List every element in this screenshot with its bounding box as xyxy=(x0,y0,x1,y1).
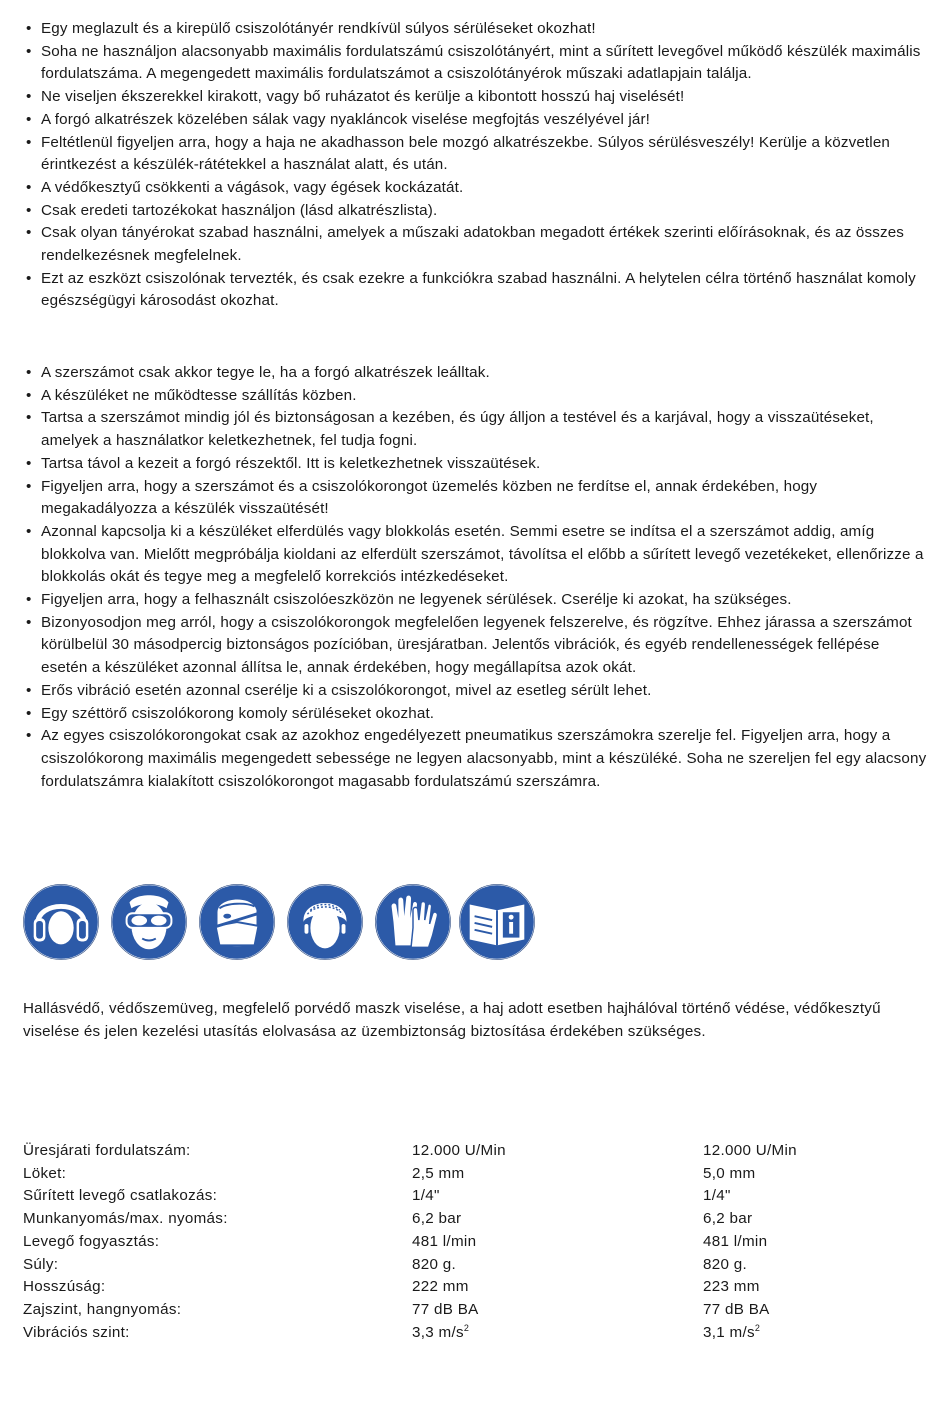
spec-value-1 xyxy=(412,1322,703,1345)
ear-protection-icon xyxy=(22,883,100,961)
spec-value-2: 6,2 bar xyxy=(703,1210,753,1228)
list-item: • Egy meglazult és a kirepülő csiszolótányér rendkívül súlyos sérüléseket okozhat! xyxy=(24,18,929,41)
list-item: • A készüléket ne működtesse szállítás közben. xyxy=(24,385,929,408)
table-row xyxy=(23,1163,923,1186)
spec-label: Súly: xyxy=(23,1255,59,1273)
ppe-note: Hallásvédő, védőszemüveg, megfelelő porvédő maszk viselése, a haj adott esetben hajhálóval történő védése, védőkesztyű viselése és jelen kezelési utasítás elolvasása az üzembiztonság biztosítása érdekében szükséges. xyxy=(23,1000,881,1040)
list-item: • Az egyes csiszolókorongokat csak az azokhoz engedélyezett pneumatikus szerszámokra szerelje fel. Figyeljen arra, hogy a csiszolókorong maximális megengedett sebessége ne legyen alacsonyabb, mint a készüléké. Soha ne szereljen fel egy alacsony fordulatszámra kialakított csiszolókorongot magasabb fordulatszámú szerszámra. xyxy=(24,725,929,793)
list-item: • Ne viseljen ékszerekkel kirakott, vagy bő ruházatot és kerülje a kibontott hosszú haj viselését! xyxy=(24,86,929,109)
table-row xyxy=(23,1299,923,1322)
technical-specs-table xyxy=(23,1140,923,1344)
dust-mask-icon xyxy=(198,883,276,961)
unit-exponent: 2 xyxy=(754,1322,761,1333)
spec-label: Üresjárati fordulatszám: xyxy=(23,1142,191,1159)
list-item: • Erős vibráció esetén azonnal cserélje ki a csiszolókorongot, mivel az esetleg sérült lehet. xyxy=(24,680,929,703)
protective-gloves-icon xyxy=(374,883,452,961)
spec-value-1: 1/4" xyxy=(412,1187,440,1205)
table-row xyxy=(23,1276,923,1299)
safety-list-operation xyxy=(24,362,929,793)
spec-label: Hosszúság: xyxy=(23,1278,106,1296)
table-row xyxy=(23,1254,923,1277)
list-item: • A védőkesztyű csökkenti a vágások, vagy égések kockázatát. xyxy=(24,177,929,200)
table-row xyxy=(23,1185,923,1208)
spec-label: Levegő fogyasztás: xyxy=(23,1232,160,1250)
spec-value-2: 5,0 mm xyxy=(703,1164,756,1182)
list-item: • Azonnal kapcsolja ki a készüléket elferdülés vagy blokkolás esetén. Semmi esetre se indítsa el a szerszámot addig, amíg blokkolva van. Mielőtt megpróbálja kioldani az elferdült szerszámot, távolítsa el előbb a sűrített levegő vezetékeket, ellenőrizze a blokkolás okát és tegye meg a megfelelő korrekciós intézkedéseket. xyxy=(24,521,929,589)
spec-value-text: 3,1 m/s xyxy=(703,1323,755,1341)
list-item: • Csak olyan tányérokat szabad használni, amelyek a műszaki adatokban megadott értékek szerinti előírásoknak, és az összes rendelkezésnek megfelelnek. xyxy=(24,222,929,267)
list-item: • Figyeljen arra, hogy a felhasznált csiszolóeszközön ne legyenek sérülések. Cserélje ki azokat, ha szükséges. xyxy=(24,589,929,612)
safety-goggles-icon xyxy=(110,883,188,961)
list-item: • Ezt az eszközt csiszolónak tervezték, és csak ezekre a funkciókra szabad használni. A helytelen célra történő használat komoly egészségügyi károsodást okozhat. xyxy=(24,268,929,313)
spec-value-1: 77 dB BA xyxy=(412,1300,479,1318)
list-item: • Egy széttörő csiszolókorong komoly sérüléseket okozhat. xyxy=(24,703,929,726)
spec-value-2: 77 dB BA xyxy=(703,1300,770,1318)
unit-exponent: 2 xyxy=(463,1322,470,1333)
spec-value-2: 223 mm xyxy=(703,1278,760,1296)
list-item: • Csak eredeti tartozékokat használjon (lásd alkatrészlista). xyxy=(24,200,929,223)
table-row xyxy=(23,1140,923,1163)
table-row xyxy=(23,1231,923,1254)
spec-value-2: 12.000 U/Min xyxy=(703,1142,797,1159)
list-item: • Tartsa a szerszámot mindig jól és biztonságosan a kezében, és úgy álljon a testével és a karjával, hogy a visszaütéseket, amelyek a használatkor keletkezhetnek, fel tudja fogni. xyxy=(24,407,929,452)
spec-value-1: 222 mm xyxy=(412,1278,469,1296)
spec-value-1: 12.000 U/Min xyxy=(412,1142,506,1159)
spec-label: Munkanyomás/max. nyomás: xyxy=(23,1210,228,1228)
list-item: • Bizonyosodjon meg arról, hogy a csiszolókorongok megfelelően legyenek felszerelve, és rögzítve. Ehhez járassa a szerszámot körülbelül 30 másodpercig biztonságos pozícióban, üresjáratban. Jelentős vibrációk, és egyéb rendellenességek fellépése esetén a készüléket azonnal állítsa le, annak érdekében, hogy megállapítsa azok okát. xyxy=(24,612,929,680)
table-row xyxy=(23,1322,923,1345)
spec-value-2: 1/4" xyxy=(703,1187,731,1205)
list-item: • Soha ne használjon alacsonyabb maximális fordulatszámú csiszolótányért, mint a sűrített levegővel működő készülék maximális fordulatszáma. A megengedett maximális fordulatszámot a csiszolótányérok műszaki adatlapjain találja. xyxy=(24,41,929,86)
list-item: • A forgó alkatrészek közelében sálak vagy nyakláncok viselése megfojtás veszélyével jár! xyxy=(24,109,929,132)
spec-value-2: 481 l/min xyxy=(703,1232,768,1250)
spec-value-2: 820 g. xyxy=(703,1255,748,1273)
hair-net-icon xyxy=(286,883,364,961)
list-item: • A szerszámot csak akkor tegye le, ha a forgó alkatrészek leálltak. xyxy=(24,362,929,385)
spec-value-1: 481 l/min xyxy=(412,1232,477,1250)
spec-value-1: 820 g. xyxy=(412,1255,457,1273)
spec-label: Vibrációs szint: xyxy=(23,1323,130,1341)
spec-value-text: 3,3 m/s xyxy=(412,1323,464,1341)
spec-label: Löket: xyxy=(23,1164,67,1182)
list-item: • Tartsa távol a kezeit a forgó részektől. Itt is keletkezhetnek visszaütések. xyxy=(24,453,929,476)
read-manual-icon xyxy=(458,883,536,961)
spec-label: Sűrített levegő csatlakozás: xyxy=(23,1187,218,1205)
list-item: • Feltétlenül figyeljen arra, hogy a haja ne akadhasson bele mozgó alkatrészekbe. Súlyos sérülésveszély! Kerülje a közvetlen érintkezést a készülék-rátétekkel a használat alatt, és után. xyxy=(24,132,929,177)
list-item: • Figyeljen arra, hogy a szerszámot és a csiszolókorongot üzemelés közben ne ferdítse el, annak érdekében, hogy megakadályozza a készülék visszaütését! xyxy=(24,476,929,521)
safety-list-general xyxy=(24,18,929,313)
spec-value-2 xyxy=(703,1322,923,1345)
spec-label: Zajszint, hangnyomás: xyxy=(23,1300,182,1318)
spec-value-1: 6,2 bar xyxy=(412,1210,462,1228)
spec-value-1: 2,5 mm xyxy=(412,1164,465,1182)
table-row xyxy=(23,1208,923,1231)
